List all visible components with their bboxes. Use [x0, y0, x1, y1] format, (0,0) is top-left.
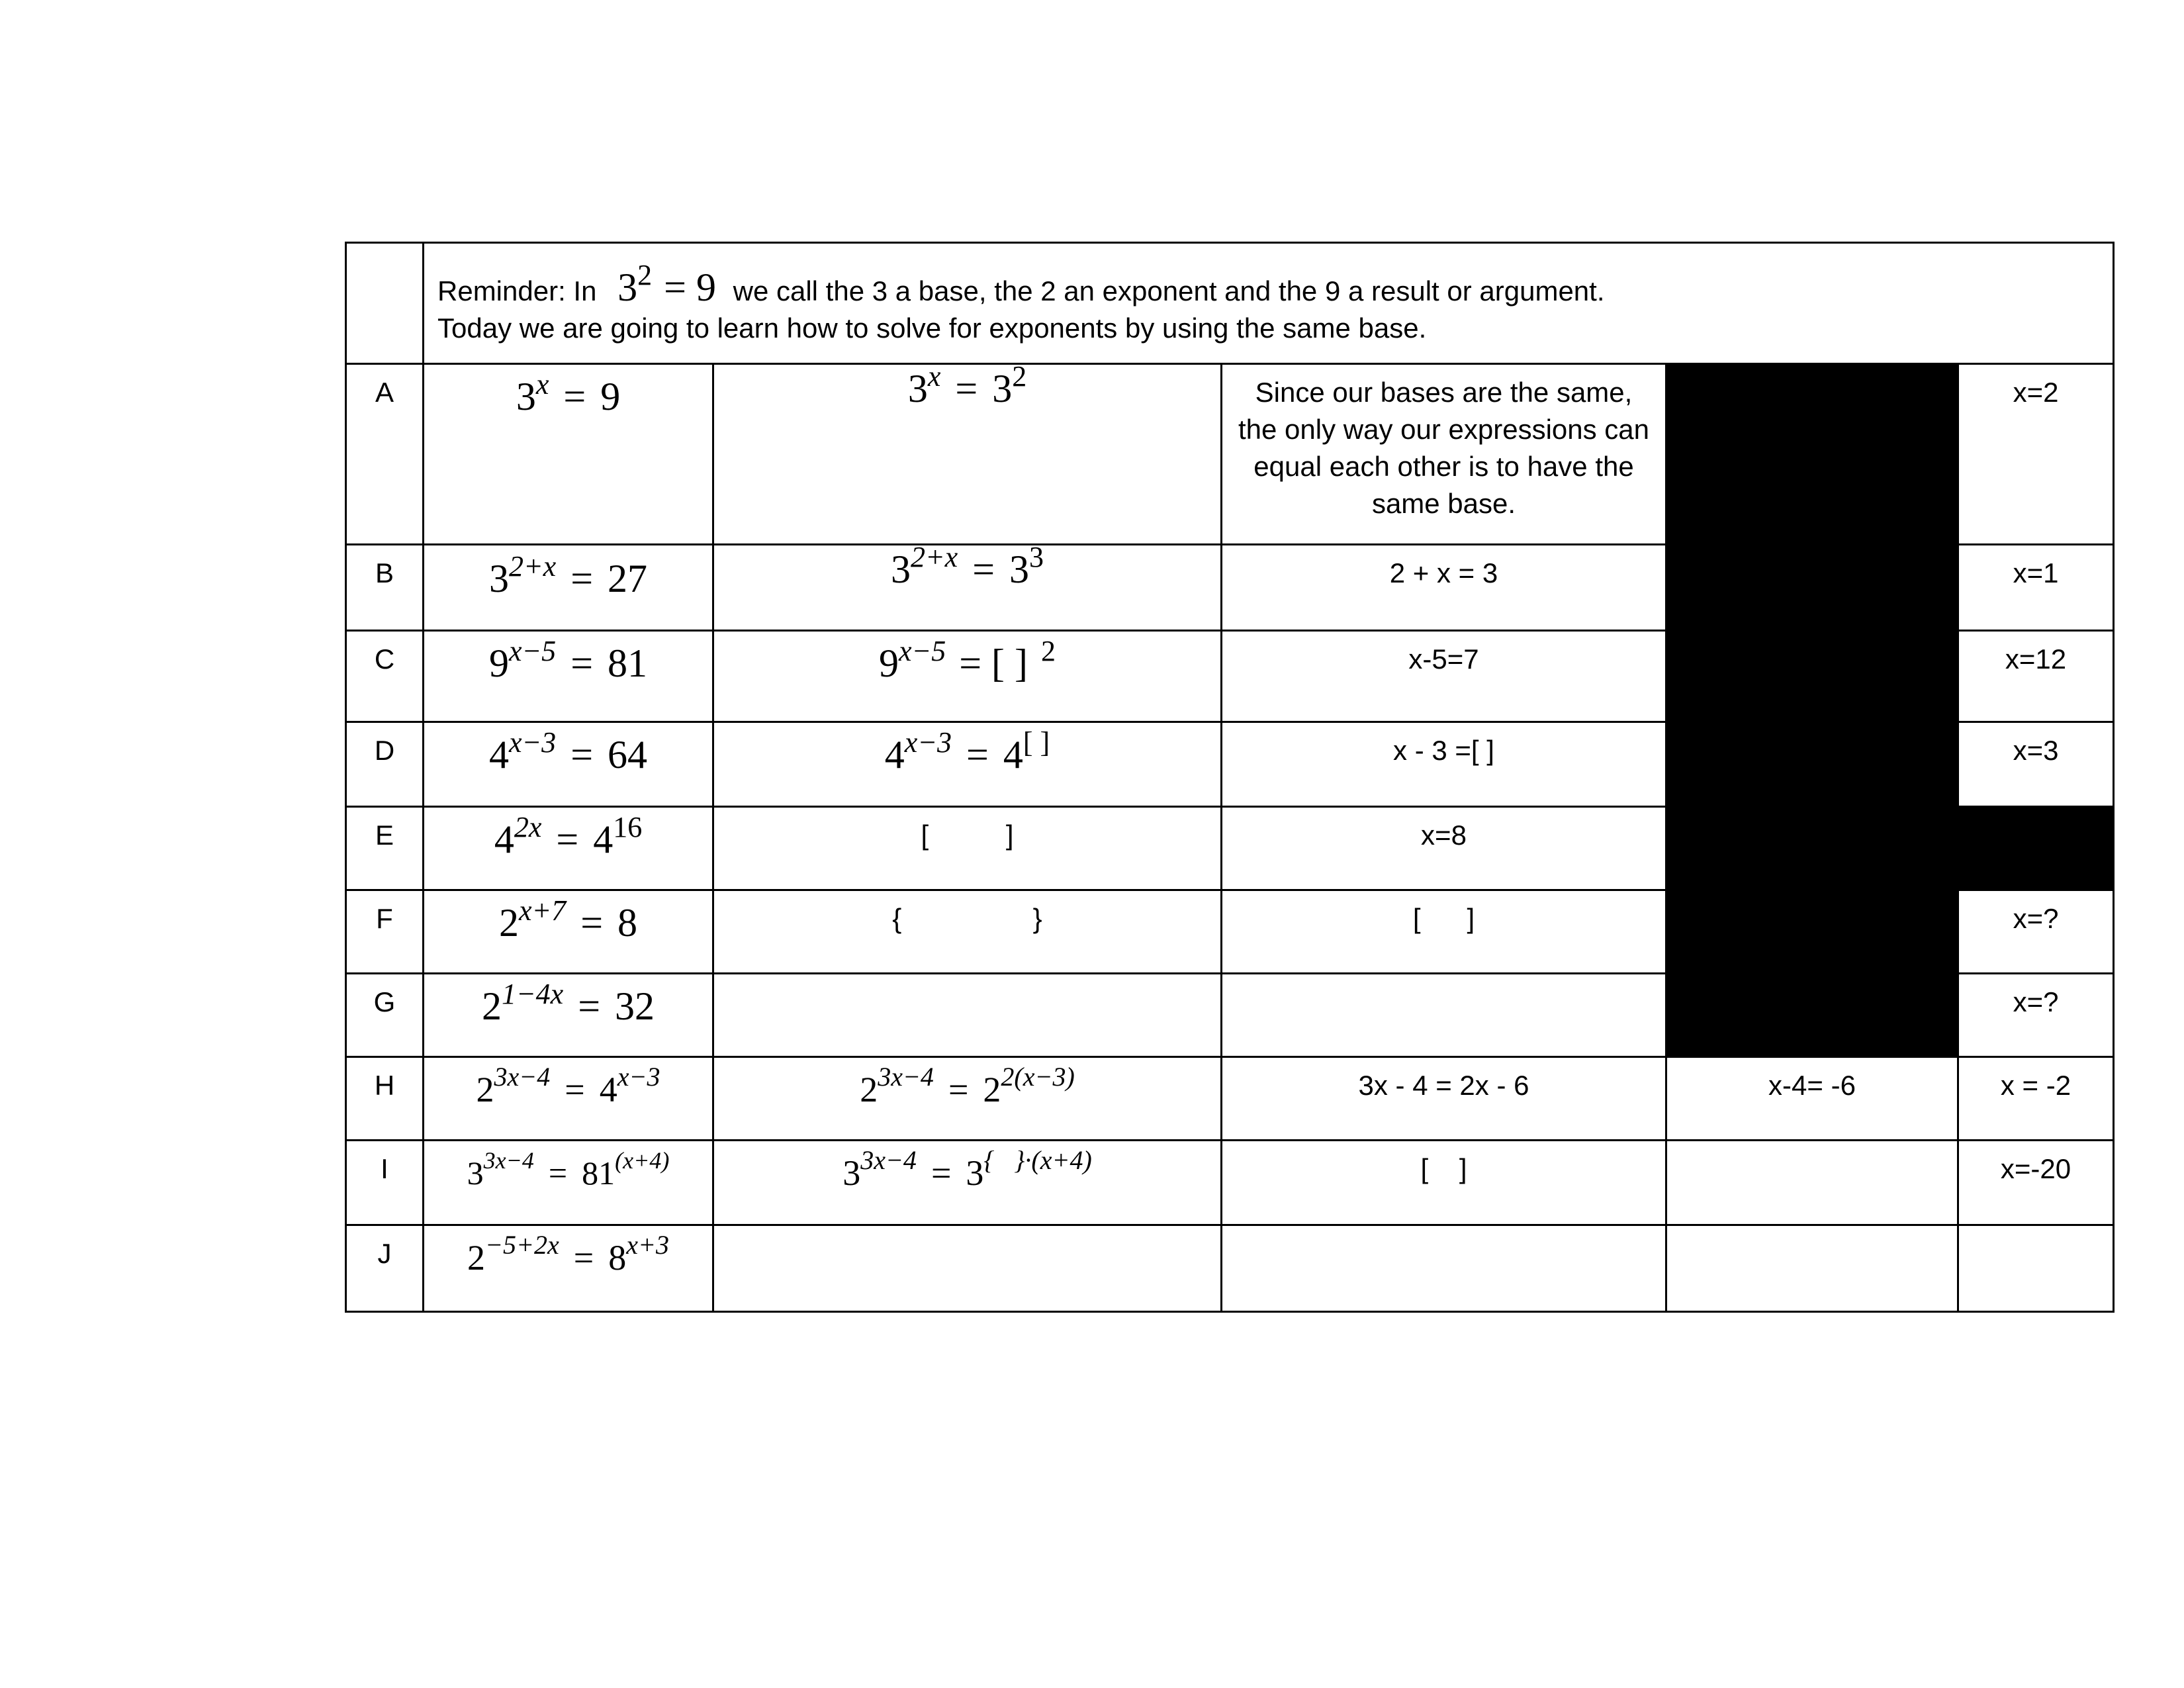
step-cell: x - 3 =[ ] [1222, 722, 1666, 807]
problem-cell: $9^{x-5} = 81$ [424, 631, 713, 722]
problem-cell: $3^{3x-4} = 81^{(x+4)}$ [424, 1141, 713, 1225]
table-row [346, 1057, 2114, 1141]
step-cell-2: x-4= -6 [1666, 1057, 1958, 1141]
problem-cell: $4^{2x} = 4^{16}$ [424, 807, 713, 890]
problem-cell: $2^{-5+2x} = 8^{x+3}$ [424, 1225, 713, 1312]
row-label: G [346, 974, 424, 1057]
redacted-cell [1666, 364, 1958, 545]
table-row [346, 974, 2114, 1057]
problem-cell: $2^{3x-4} = 4^{x-3}$ [424, 1057, 713, 1141]
answer-cell: x = -2 [1958, 1057, 2114, 1141]
header-row [346, 243, 2114, 364]
answer-cell: x=? [1958, 974, 2114, 1057]
table-row [346, 364, 2114, 545]
row-label: C [346, 631, 424, 722]
rewrite-cell: $2^{3x-4} = 2^{2(x-3)}$ [713, 1057, 1222, 1141]
rewrite-cell: $3^{3x-4} = 3^{\{ \}\cdot(x+4)}$ [713, 1141, 1222, 1225]
table-row [346, 545, 2114, 631]
reminder-cell [424, 243, 2114, 364]
rewrite-cell [713, 974, 1222, 1057]
problem-cell: $3^{2+x} = 27$ [424, 545, 713, 631]
rewrite-cell: $3^{2+x} = 3^3$ [713, 545, 1222, 631]
answer-cell: x=12 [1958, 631, 2114, 722]
row-label: F [346, 890, 424, 974]
redacted-cell [1666, 545, 1958, 631]
problem-cell: $2^{1-4x} = 32$ [424, 974, 713, 1057]
step-cell: 3x - 4 = 2x - 6 [1222, 1057, 1666, 1141]
row-label: I [346, 1141, 424, 1225]
table-row [346, 807, 2114, 890]
rewrite-cell: { } [713, 890, 1222, 974]
answer-cell: x=-20 [1958, 1141, 2114, 1225]
rewrite-cell [713, 1225, 1222, 1312]
header-corner-cell [346, 243, 424, 364]
row-label: B [346, 545, 424, 631]
redacted-cell [1666, 974, 1958, 1057]
redacted-cell [1666, 722, 1958, 807]
table-row [346, 1225, 2114, 1312]
worksheet-table [345, 242, 2115, 1313]
table-row [346, 722, 2114, 807]
step-cell: x=8 [1222, 807, 1666, 890]
redacted-answer-cell [1958, 807, 2114, 890]
reminder-equation: $3^2 = 9$ [617, 259, 716, 309]
step-cell [1222, 974, 1666, 1057]
step-cell: x-5=7 [1222, 631, 1666, 722]
answer-cell [1958, 1225, 2114, 1312]
redacted-cell [1666, 890, 1958, 974]
step-cell: [ ] [1222, 1141, 1666, 1225]
problem-cell: $3^x = 9$ [424, 364, 713, 545]
answer-cell: x=3 [1958, 722, 2114, 807]
table-row [346, 1141, 2114, 1225]
problem-cell: $4^{x-3} = 64$ [424, 722, 713, 807]
explanation-cell: Since our bases are the same, the only way our expressions can equal each other is to have the same base. [1222, 364, 1666, 545]
step-cell: [ ] [1222, 890, 1666, 974]
row-label: E [346, 807, 424, 890]
empty-cell [1666, 1141, 1958, 1225]
problem-cell: $2^{x+7} = 8$ [424, 890, 713, 974]
row-label: D [346, 722, 424, 807]
reminder-prefix: Reminder: In [437, 275, 597, 306]
answer-cell: x=2 [1958, 364, 2114, 545]
answer-cell: x=1 [1958, 545, 2114, 631]
row-label: H [346, 1057, 424, 1141]
step-cell: 2 + x = 3 [1222, 545, 1666, 631]
rewrite-cell: $9^{x-5}$ = [ ] $^2$ [713, 631, 1222, 722]
empty-cell [1666, 1225, 1958, 1312]
table-row [346, 631, 2114, 722]
table-row [346, 890, 2114, 974]
reminder-line-1 [437, 259, 2113, 310]
rewrite-cell: $4^{x-3} = 4[ ]$ [713, 722, 1222, 807]
row-label: J [346, 1225, 424, 1312]
row-label: A [346, 364, 424, 545]
redacted-cell [1666, 807, 1958, 890]
rewrite-cell: $3^x = 3^2$ [713, 364, 1222, 545]
answer-cell: x=? [1958, 890, 2114, 974]
step-cell [1222, 1225, 1666, 1312]
redacted-cell [1666, 631, 1958, 722]
reminder-line-2: Today we are going to learn how to solve for exponents by using the same base. [437, 312, 1427, 344]
rewrite-cell: [ ] [713, 807, 1222, 890]
reminder-suffix: we call the 3 a base, the 2 an exponent and the 9 a result or argument. [733, 275, 1605, 306]
